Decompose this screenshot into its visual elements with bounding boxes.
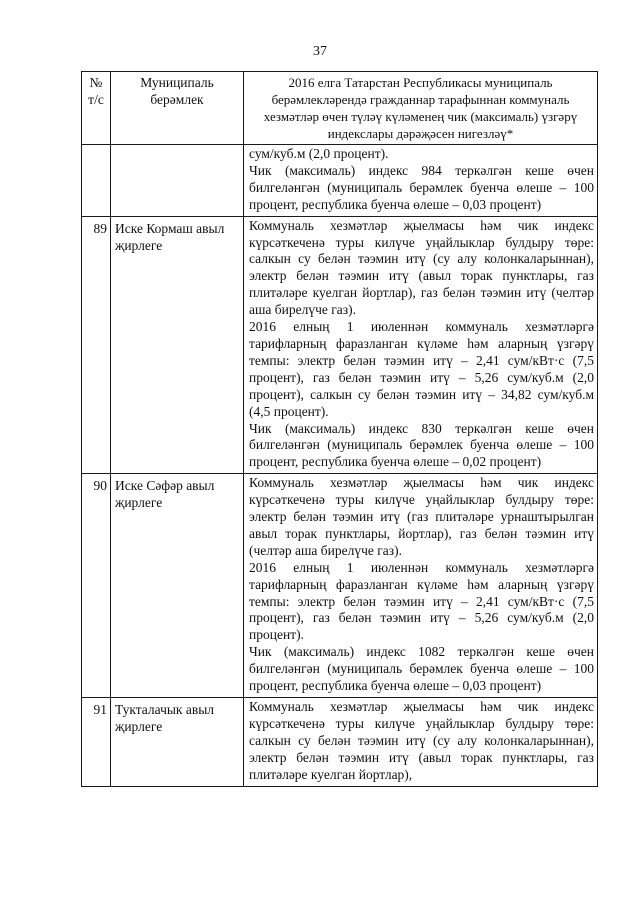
justification-paragraph: Чик (максималь) индекс 984 теркәлгән кеше өчен билгеләнгән (муниципаль берәмлек буенча өлеше – 100 процент, республика буенча өлеше – 0,03 процент) — [249, 162, 594, 212]
header-number: № т/с — [82, 72, 111, 145]
table-header-row — [82, 72, 598, 145]
justification-paragraph: 2016 елның 1 июленнән коммуналь хезмәтләргә тарифларның фаразланган күләме һәм аларның үзгәрү темпы: электр белән тәэмин итү – 2,41 сум/кВт·с (7,5 процент), газ белән тәэмин итү – 5,26 сум/куб.м (2,0 процент), салкын су белән тәэмин итү – 34,82 сум/куб.м (4,5 процент). — [249, 319, 594, 419]
row-number: 89 — [82, 216, 111, 474]
justification-paragraph: Чик (максималь) индекс 1082 теркәлгән кеше өчен билгеләнгән (муниципаль берәмлек буенча өлеше – 100 процент, республика буенча өлеше – 0,03 процент) — [249, 644, 594, 694]
row-municipality: Иске Кормаш авыл җирлеге — [111, 216, 244, 474]
row-municipality: Иске Сәфәр авыл җирлеге — [111, 474, 244, 698]
justification-paragraph: Коммуналь хезмәтләр җыелмасы һәм чик индекс күрсәткеченә туры килүче уңайлыклар булдыру төре: электр белән тәэмин итү (газ плитәләре урнаштырылган авыл торак пунктлары, йортлар), газ белән тәэмин итү (челтәр аша бирелүче газ). — [249, 475, 594, 558]
justification-paragraph: 2016 елның 1 июленнән коммуналь хезмәтләргә тарифларның фаразланган күләме һәм аларның үзгәрү темпы: электр белән тәэмин итү – 2,41 сум/кВт·с (7,5 процент), газ белән тәэмин итү – 5,26 сум/куб.м (2,0 процент). — [249, 559, 594, 643]
row-number: 90 — [82, 474, 111, 698]
header-municipality: Муниципаль берәмлек — [111, 72, 244, 145]
table-body — [82, 145, 598, 787]
table-row — [82, 698, 598, 787]
justification-paragraph: Коммуналь хезмәтләр җыелмасы һәм чик индекс күрсәткеченә туры килүче уңайлыклар булдыру төре: салкын су белән тәэмин итү (су алу колонкаларыннан), электр белән тәэмин итү (авыл торак пунктлары, газ плитәләре куелган йортлар), газ белән тәэмин итү (челтәр аша бирелүче газ). — [249, 217, 594, 318]
row-justification — [244, 698, 598, 787]
row-justification — [244, 216, 598, 474]
table-row — [82, 145, 598, 217]
table-row — [82, 216, 598, 474]
justification-paragraph: Чик (максималь) индекс 830 теркәлгән кеше өчен билгеләнгән (муниципаль берәмлек буенча өлеше – 100 процент, республика буенча өлеше – 0,02 процент) — [249, 420, 594, 470]
row-number: 91 — [82, 698, 111, 787]
justification-paragraph: сум/куб.м (2,0 процент). — [249, 146, 389, 161]
page-number: 37 — [313, 44, 327, 59]
row-number — [82, 145, 111, 217]
row-municipality — [111, 145, 244, 217]
row-justification — [244, 474, 598, 698]
justification-paragraph: Коммуналь хезмәтләр җыелмасы һәм чик индекс күрсәткеченә туры килүче уңайлыклар булдыру төре: салкын су белән тәэмин итү (су алу колонкаларыннан), электр белән тәэмин итү (авыл торак пунктлары, газ плитәләре куелган йортлар), — [249, 699, 594, 782]
header-justification: 2016 елга Татарстан Республикасы муниципаль берәмлекләрендә гражданнар тарафыннан коммуналь хезмәтләр өчен түләү күләменең чик (максималь) үзгәрү индекслары дәрәҗәсен нигезләү* — [244, 72, 598, 145]
tariff-table — [81, 71, 598, 787]
row-justification — [244, 145, 598, 217]
row-municipality: Тукталачык авыл җирлеге — [111, 698, 244, 787]
table-row — [82, 474, 598, 698]
